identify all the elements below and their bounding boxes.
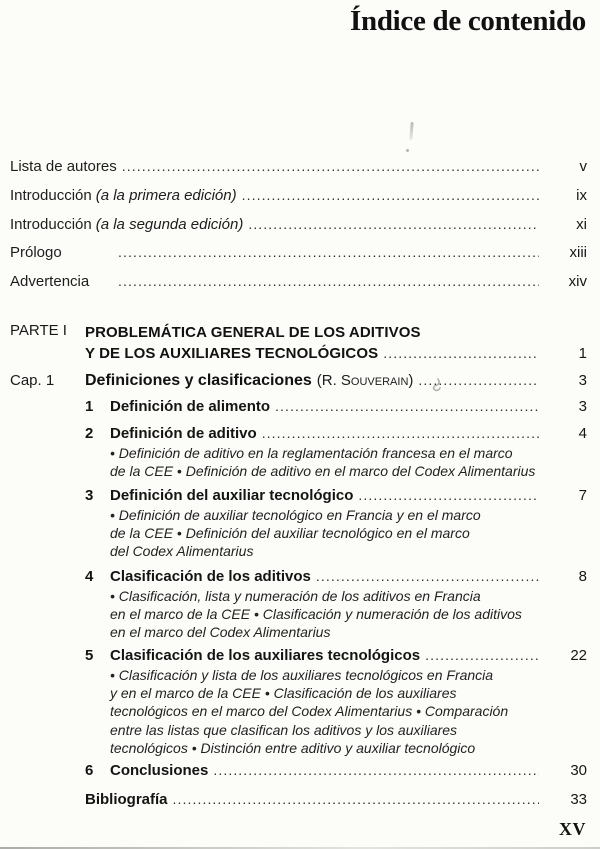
toc-item (85, 647, 587, 757)
toc-item (85, 568, 587, 642)
scan-artifact (406, 149, 409, 152)
dot-leader (242, 187, 539, 203)
item-title: Definición de alimento (110, 398, 271, 415)
dot-leader (316, 568, 539, 584)
toc-entry (10, 158, 587, 187)
item-title-row (110, 425, 587, 442)
item-number: 5 (85, 647, 94, 664)
entry-page-number: xiii (569, 244, 587, 262)
dot-leader (122, 158, 539, 174)
entry-page-number: 33 (570, 791, 587, 808)
entry-page-number: 8 (578, 568, 587, 585)
item-title-row (110, 487, 587, 504)
part-title-line2: Y DE LOS AUXILIARES TECNOLÓGICOS (85, 345, 379, 362)
item-title: Definición de aditivo (110, 425, 257, 442)
entry-page-number: xiv (568, 273, 587, 291)
dot-leader (383, 345, 539, 361)
toc-item (85, 762, 587, 779)
subtopic-line: en el marco de la CEE • Clasificación y numeración de los aditivos (110, 606, 522, 623)
entry-label: Introducción (10, 215, 92, 233)
subtopic-line: entre las listas que clasifican los aditivos y los auxiliares (110, 721, 458, 738)
subtopic-line: en el marco del Codex Alimentarius (110, 624, 331, 641)
chapter-body (85, 372, 587, 390)
item-body (110, 425, 587, 480)
entry-label: Prólogo (10, 244, 62, 262)
toc-entry (10, 216, 587, 245)
subtopic-line: • Definición de auxiliar tecnológico en Francia y en el marco (110, 507, 481, 523)
toc-item (85, 398, 587, 415)
dot-leader (275, 398, 539, 414)
item-number: 1 (85, 398, 94, 415)
entry-label: Lista de autores (10, 158, 117, 175)
item-title: Clasificación de los auxiliares tecnológicos (110, 647, 421, 664)
item-title-row (85, 791, 587, 808)
item-body (110, 647, 587, 757)
part-label: PARTE I (10, 322, 67, 339)
chapter-entry (10, 372, 587, 390)
folio-page-number: XV (559, 819, 586, 839)
entry-page-number: 1 (578, 345, 587, 362)
item-subtopics (110, 666, 587, 757)
entry-page-number: 3 (578, 398, 587, 415)
item-title-row (110, 647, 587, 664)
dot-leader (418, 372, 539, 388)
part-title-line1: PROBLEMÁTICA GENERAL DE LOS ADITIVOS (85, 324, 421, 341)
item-subtopics (110, 444, 587, 480)
toc-entry (10, 273, 587, 302)
item-body (110, 487, 587, 561)
toc-item (85, 487, 587, 561)
dot-leader (425, 647, 539, 663)
item-subtopics (110, 506, 587, 561)
entry-page-number: 7 (578, 487, 587, 504)
item-number: 4 (85, 568, 94, 585)
dot-leader (248, 216, 539, 232)
entry-page-number: xi (576, 215, 587, 233)
dot-leader (173, 791, 539, 807)
subtopic-line: • Clasificación, lista y numeración de los aditivos en Francia (110, 588, 481, 604)
subtopic-line: y en el marco de la CEE • Clasificación de los auxiliares (110, 685, 457, 702)
part-title-row2 (85, 343, 587, 364)
entry-page-number: 4 (578, 425, 587, 442)
item-body (110, 568, 587, 642)
chapter-author: (R. Souverain) (316, 372, 414, 389)
toc-entry (10, 244, 587, 273)
bibliography-label: Bibliografía (85, 791, 168, 808)
item-title: Definición del auxiliar tecnológico (110, 487, 354, 504)
subtopic-line: de la CEE • Definición del auxiliar tecnológico en el marco (110, 525, 470, 542)
item-title-row (110, 762, 587, 779)
dot-leader (118, 244, 539, 260)
entry-page-number: ix (576, 186, 587, 204)
item-number: 3 (85, 487, 94, 504)
entry-page-number: 22 (570, 647, 587, 664)
entry-label: Advertencia (10, 273, 90, 291)
item-body (110, 762, 587, 779)
entry-label: Introducción (10, 186, 92, 204)
subtopic-line: • Clasificación y lista de los auxiliares tecnológicos en Francia (110, 667, 494, 683)
item-title: Clasificación de los aditivos (110, 568, 311, 585)
chapter-title-row (85, 372, 587, 390)
chapter-title: Definiciones y clasificaciones (85, 372, 312, 389)
bibliography-entry (85, 791, 587, 808)
entry-page-number: v (579, 158, 587, 175)
entry-label-italic: (a la primera edición) (95, 186, 237, 204)
item-subtopics (110, 587, 587, 642)
dot-leader (118, 273, 539, 289)
subtopic-line: del Codex Alimentarius (110, 543, 254, 560)
toc-item (85, 425, 587, 480)
entry-page-number: 3 (578, 372, 587, 389)
item-number: 2 (85, 425, 94, 442)
dot-leader (213, 762, 539, 778)
entry-page-number: 30 (570, 762, 587, 779)
subtopic-line: tecnológicos en el marco del Codex Alimentarius • Comparación (110, 703, 509, 720)
chapter-label: Cap. 1 (10, 372, 55, 389)
page-title: Índice de contenido (350, 5, 586, 37)
subtopic-line: de la CEE • Definición de aditivo en el marco del Codex Alimentarius (110, 463, 536, 480)
dot-leader (358, 487, 539, 503)
part-entry (10, 322, 587, 364)
subtopic-line: tecnológicos • Distinción entre aditivo y auxiliar tecnológico (110, 739, 476, 756)
scan-artifact (409, 122, 413, 140)
item-title-row (110, 398, 587, 415)
item-body (110, 398, 587, 415)
dot-leader (262, 425, 539, 441)
subtopic-line: • Definición de aditivo en la reglamentación francesa en el marco (110, 445, 513, 461)
part-body (85, 322, 587, 364)
item-title-row (110, 568, 587, 585)
front-matter-list (10, 158, 587, 302)
item-number: 6 (85, 762, 94, 779)
item-title: Conclusiones (110, 762, 209, 779)
entry-label-italic: (a la segunda edición) (95, 215, 244, 233)
toc-entry (10, 187, 587, 216)
